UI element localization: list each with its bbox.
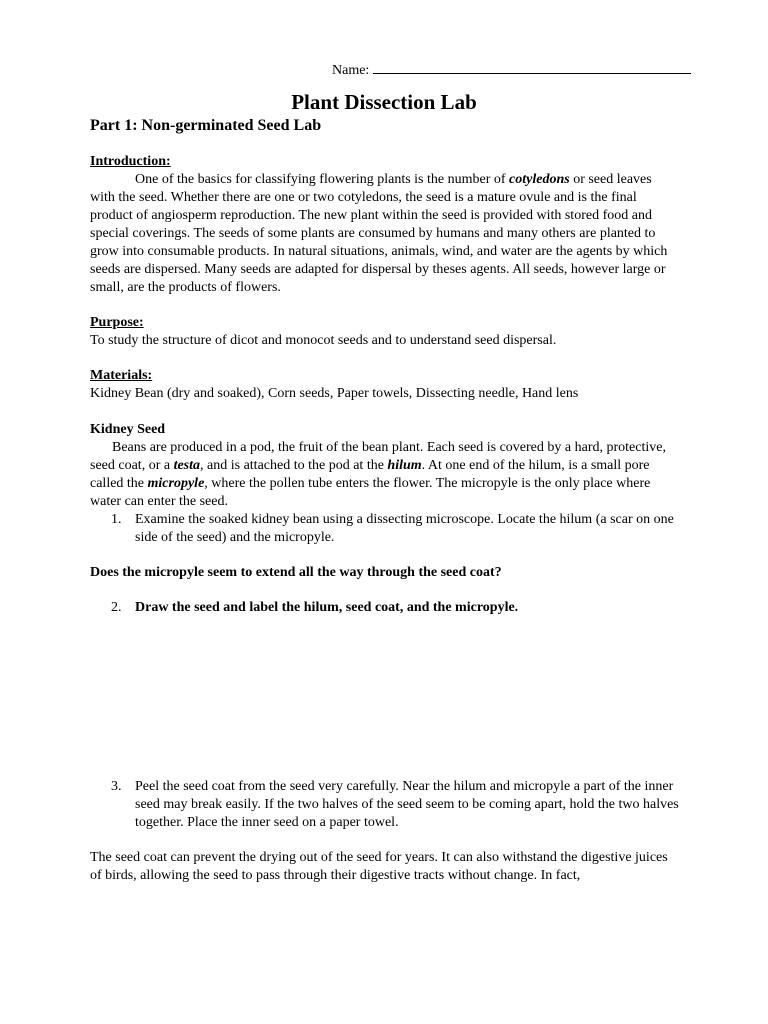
step-number: 1. (111, 512, 122, 527)
name-field-line (332, 60, 691, 80)
drawing-area[interactable] (90, 625, 680, 775)
step-item (90, 599, 680, 617)
kidney-seed-paragraph: Beans are produced in a pod, the fruit of the bean plant. Each seed is covered by a hard, protective, seed coat, or a testa, and is attached to the pod at the hilum. At one end of the hilum, is a small pore called the micropyle, where the pollen tube enters the flower. The micropyle is the only place where water can enter the seed. (90, 440, 666, 509)
purpose-text: To study the structure of dicot and monocot seeds and to understand seed dispersal. (90, 333, 557, 348)
step-text: Draw the seed and label the hilum, seed coat, and the micropyle. (135, 600, 519, 615)
step-3-section (90, 778, 680, 832)
purpose-heading: Purpose: (90, 315, 144, 330)
step-item (90, 778, 680, 832)
name-label: Name: (332, 63, 370, 78)
term-micropyle: micropyle (147, 476, 205, 491)
step-number: 3. (111, 779, 122, 794)
introduction-heading: Introduction: (90, 154, 171, 169)
introduction-section (90, 153, 680, 297)
term-testa: testa (173, 458, 201, 473)
materials-heading: Materials: (90, 368, 153, 383)
term-cotyledons: cotyledons (509, 172, 570, 187)
step-text: Peel the seed coat from the seed very carefully. Near the hilum and micropyle a part of the inner seed may break easily. If the two halves of the seed seem to be coming apart, hold the two halves together. Place the inner seed on a paper towel. (135, 779, 679, 830)
step-item (90, 511, 680, 547)
kidney-seed-section (90, 421, 680, 547)
step-text: Examine the soaked kidney bean using a dissecting microscope. Locate the hilum (a scar on one side of the seed) and the micropyle. (135, 512, 674, 545)
materials-text: Kidney Bean (dry and soaked), Corn seeds, Paper towels, Dissecting needle, Hand lens (90, 386, 579, 401)
name-blank-line[interactable] (373, 60, 691, 74)
step-number: 2. (111, 600, 122, 615)
step-2-section (90, 599, 680, 617)
kidney-seed-heading: Kidney Seed (90, 422, 166, 437)
page-title: Plant Dissection Lab (291, 90, 477, 114)
purpose-section (90, 314, 680, 350)
question-micropyle: Does the micropyle seem to extend all the way through the seed coat? (90, 565, 502, 580)
closing-paragraph: The seed coat can prevent the drying out of the seed for years. It can also withstand the digestive juices of birds, allowing the seed to pass through their digestive tracts without change. In fact, (90, 850, 668, 883)
materials-section (90, 367, 680, 403)
introduction-paragraph: One of the basics for classifying flowering plants is the number of cotyledons or seed leaves with the seed. Whether there are one or two cotyledons, the seed is a mature ovule and is the final product of angiosperm reproduction. The new plant within the seed is provided with stored food and special coverings. The seeds of some plants are consumed by humans and many others are planted to grow into consumable products. In natural situations, animals, wind, and water are the agents by which seeds are dispersed. Many seeds are adapted for dispersal by theses agents. All seeds, however large or small, are the products of flowers. (90, 172, 668, 295)
term-hilum: hilum (387, 458, 422, 473)
part-heading: Part 1: Non-germinated Seed Lab (90, 117, 322, 134)
